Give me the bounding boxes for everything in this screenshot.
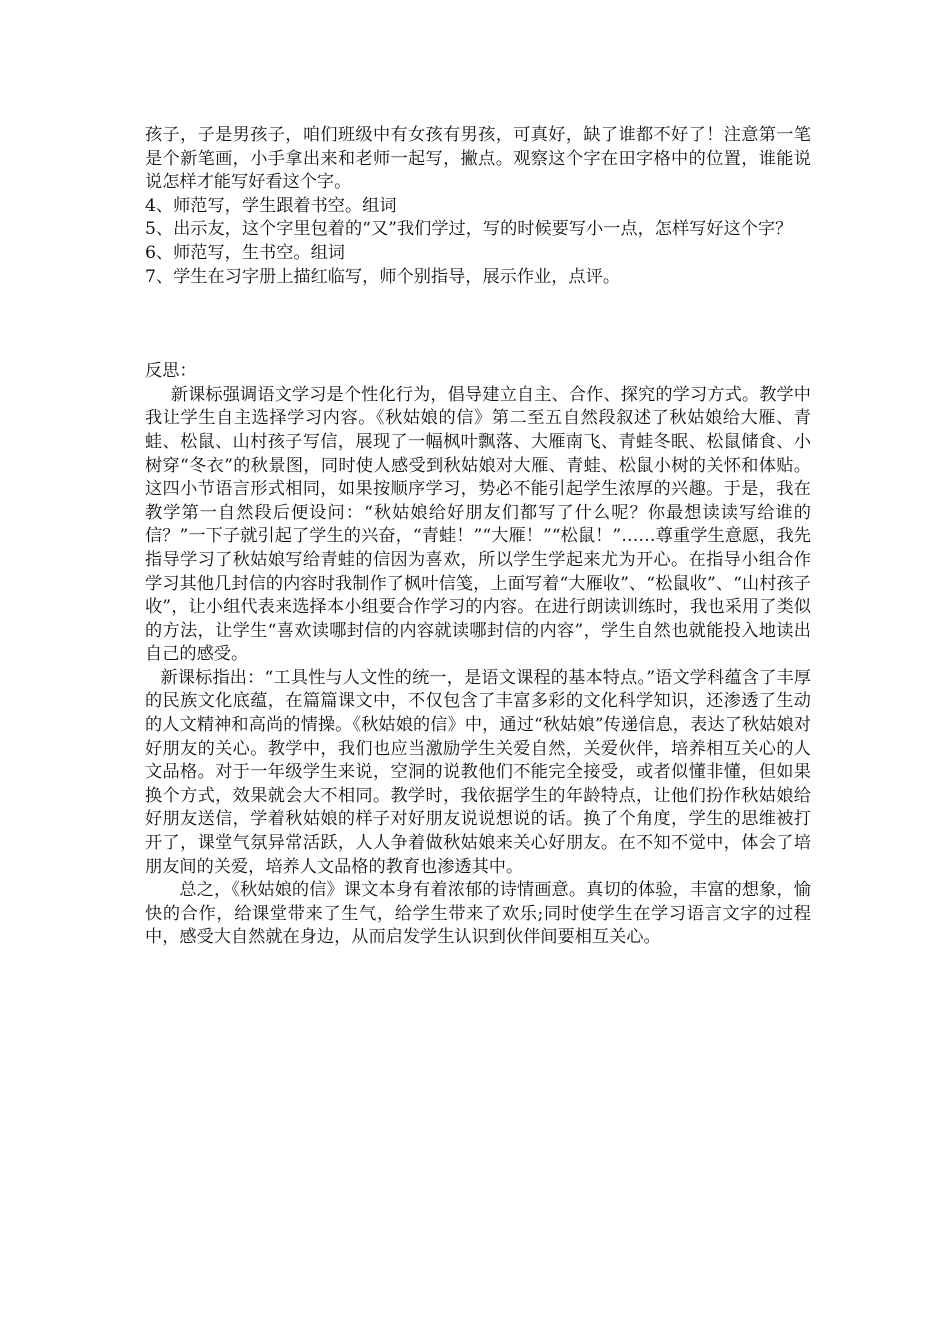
lesson-step-paragraph: 孩子，子是男孩子，咱们班级中有女孩有男孩，可真好，缺了谁都不好了！注意第一笔是个新笔画，小手拿出来和老师一起写，撇点。观察这个字在田字格中的位置，谁能说说怎样才能写好看这个字。 (145, 125, 811, 193)
lesson-step-7: 7、学生在习字册上描红临写，师个别指导，展示作业，点评。 (145, 266, 621, 287)
section-gap (145, 289, 811, 360)
reflection-paragraph-3: 总之，《秋姑娘的信》课文本身有着浓郁的诗情画意。真切的体验，丰富的想象，愉快的合作，给课堂带来了生气，给学生带来了欢乐;同时使学生在学习语言文字的过程中，感受大自然就在身边，从而启发学生认识到伙伴间要相互关心。 (145, 880, 811, 948)
lesson-step-6: 6、师范写，生书空。组词 (145, 242, 345, 263)
lesson-step-5: 5、出示友，这个字里包着的“又”我们学过，写的时候要写小一点，怎样写好这个字？ (145, 219, 793, 240)
reflection-heading: 反思： (145, 361, 197, 382)
document-page (145, 124, 811, 950)
reflection-paragraph-2: 新课标指出：“工具性与人文性的统一，是语文课程的基本特点。”语文学科蕴含了丰厚的民族文化底蕴，在篇篇课文中，不仅包含了丰富多彩的文化科学知识，还渗透了生动的人文精神和高尚的情操。《秋姑娘的信》中，通过“秋姑娘”传递信息，表达了秋姑娘对好朋友的关心。教学中，我们也应当激励学生关爱自然，关爱伙伴，培养相互关心的人文品格。对于一年级学生来说，空洞的说教他们不能完全接受，或者似懂非懂，但如果换个方式，效果就会大不相同。教学时，我依据学生的年龄特点，让他们扮作秋姑娘给好朋友送信，学着秋姑娘的样子对好朋友说说想说的话。换了个角度，学生的思维被打开了，课堂气氛异常活跃，人人争着做秋姑娘来关心好朋友。在不知不觉中，体会了培朋友间的关爱，培养人文品格的教育也渗透其中。 (145, 667, 811, 877)
reflection-paragraph-1: 新课标强调语文学习是个性化行为，倡导建立自主、合作、探究的学习方式。教学中我让学生自主选择学习内容。《秋姑娘的信》第二至五自然段叙述了秋姑娘给大雁、青蛙、松鼠、山村孩子写信，展现了一幅枫叶飘落、大雁南飞、青蛙冬眠、松鼠储食、小树穿“冬衣”的秋景图，同时使人感受到秋姑娘对大雁、青蛙、松鼠小树的关怀和体贴。这四小节语言形式相同，如果按顺序学习，势必不能引起学生浓厚的兴趣。于是，我在教学第一自然段后便设问：“秋姑娘给好朋友们都写了什么呢？你最想读读写给谁的信？”一下子就引起了学生的兴奋，“青蛙！”“大雁！”“松鼠！”……尊重学生意愿，我先指导学习了秋姑娘写给青蛙的信因为喜欢，所以学生学起来尤为开心。在指导小组合作学习其他几封信的内容时我制作了枫叶信笺，上面写着“大雁收”、“松鼠收”、“山村孩子收”，让小组代表来选择本小组要合作学习的内容。在进行朗读训练时，我也采用了类似的方法，让学生“喜欢读哪封信的内容就读哪封信的内容”，学生自然也就能投入地读出自己的感受。 (145, 384, 811, 665)
lesson-step-4: 4、师范写，学生跟着书空。组词 (145, 195, 397, 216)
